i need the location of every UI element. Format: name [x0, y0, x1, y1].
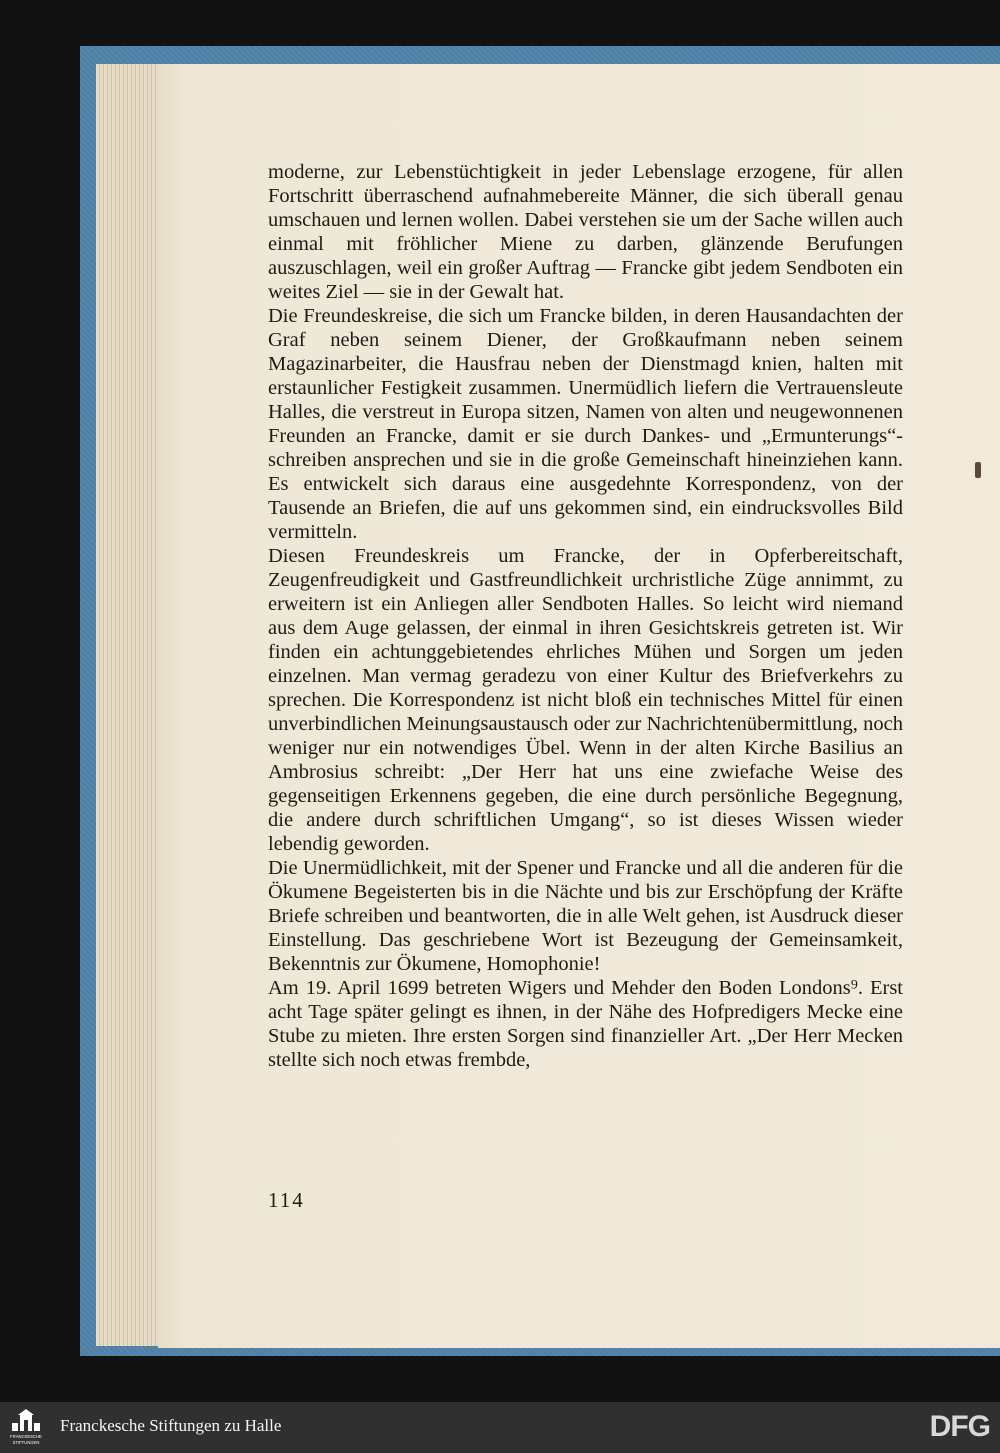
paragraph: Die Freundeskreise, die sich um Francke bilden, in deren Hausandachten der Graf neben seinem Diener, der Großkaufmann neben seinem Magazinarbeiter, die Hausfrau neben der Dienstmagd knien, halten mit erstaunlicher Festigkeit zusammen. Unermüdlich liefern die Vertrauensleute Halles, die verstreut in Europa sitzen, Namen von alten und neugewonnenen Freunden an Francke, damit er sie durch Dankes- und „Ermunterungs“-schreiben ansprechen und sie in die große Gemeinschaft hineinziehen kann. Es entwickelt sich daraus eine ausgedehnte Korrespondenz, von der Tausende an Briefen, die auf uns gekommen sind, ein eindrucksvolles Bild vermitteln. — [268, 305, 903, 543]
logo-text-line1: FRANCKESCHE — [10, 1434, 42, 1439]
paragraph: Die Unermüdlichkeit, mit der Spener und Francke und all die anderen für die Ökumene Begeisterten bis in die Nächte und bis zur Erschöpfung der Kräfte Briefe schreiben und beantworten, die in alle Welt gehen, ist Ausdruck dieser Einstellung. Das geschriebene Wort ist Bezeugung der Gemeinsamkeit, Bekenntnis zur Ökumene, Homophonie! — [268, 857, 903, 975]
institution-name[interactable]: Franckesche Stiftungen zu Halle — [60, 1416, 282, 1435]
page-number: 114 — [268, 1188, 305, 1212]
dfg-logo[interactable]: DFG — [929, 1410, 990, 1443]
page-edges — [96, 64, 166, 1346]
logo-text-line2: STIFTUNGEN — [12, 1440, 40, 1445]
body-text — [268, 160, 903, 1072]
institution-logo-icon — [6, 1407, 46, 1447]
page-marker — [975, 462, 981, 478]
viewer-footer — [0, 1402, 1000, 1453]
paragraph: Am 19. April 1699 betreten Wigers und Mehder den Boden Londons⁹. Erst acht Tage später gelingt es ihnen, in der Nähe des Hofpredigers Mecke eine Stube zu mieten. Ihre ersten Sorgen sind finanzieller Art. „Der Herr Mecken stellte sich noch etwas frembde, — [268, 977, 903, 1071]
paragraph: Diesen Freundeskreis um Francke, der in Opferbereitschaft, Zeugenfreudigkeit und Gastfreundlichkeit urchristliche Züge annimmt, zu erweitern ist ein Anliegen aller Sendboten Halles. So leicht wird niemand aus dem Auge gelassen, der einmal in ihren Gesichtskreis getreten ist. Wir finden ein achtunggebietendes ehrliches Mühen und Sorgen um jeden einzelnen. Man vermag geradezu von einer Kultur des Briefverkehrs zu sprechen. Die Korrespondenz ist nicht bloß ein technisches Mittel für einen unverbindlichen Meinungsaustausch oder zur Nachrichtenübermittlung, noch weniger nur ein notwendiges Übel. Wenn in der alten Kirche Basilius an Ambrosius schreibt: „Der Herr hat uns eine zwiefache Weise des gegenseitigen Erkennens gegeben, die eine durch persönliche Begegnung, die andere durch schriftlichen Umgang“, so ist dieses Wissen wieder lebendig geworden. — [268, 545, 903, 855]
paragraph: moderne, zur Lebenstüchtigkeit in jeder Lebenslage erzogene, für allen Fortschritt überraschend aufnahmebereite Männer, die sich überall genau umschauen und lernen wollen. Dabei verstehen sie um der Sache willen auch einmal mit fröhlicher Miene zu darben, glänzende Berufungen auszuschlagen, weil ein großer Auftrag — Francke gibt jedem Sendboten ein weites Ziel — sie in der Gewalt hat. — [268, 161, 903, 303]
